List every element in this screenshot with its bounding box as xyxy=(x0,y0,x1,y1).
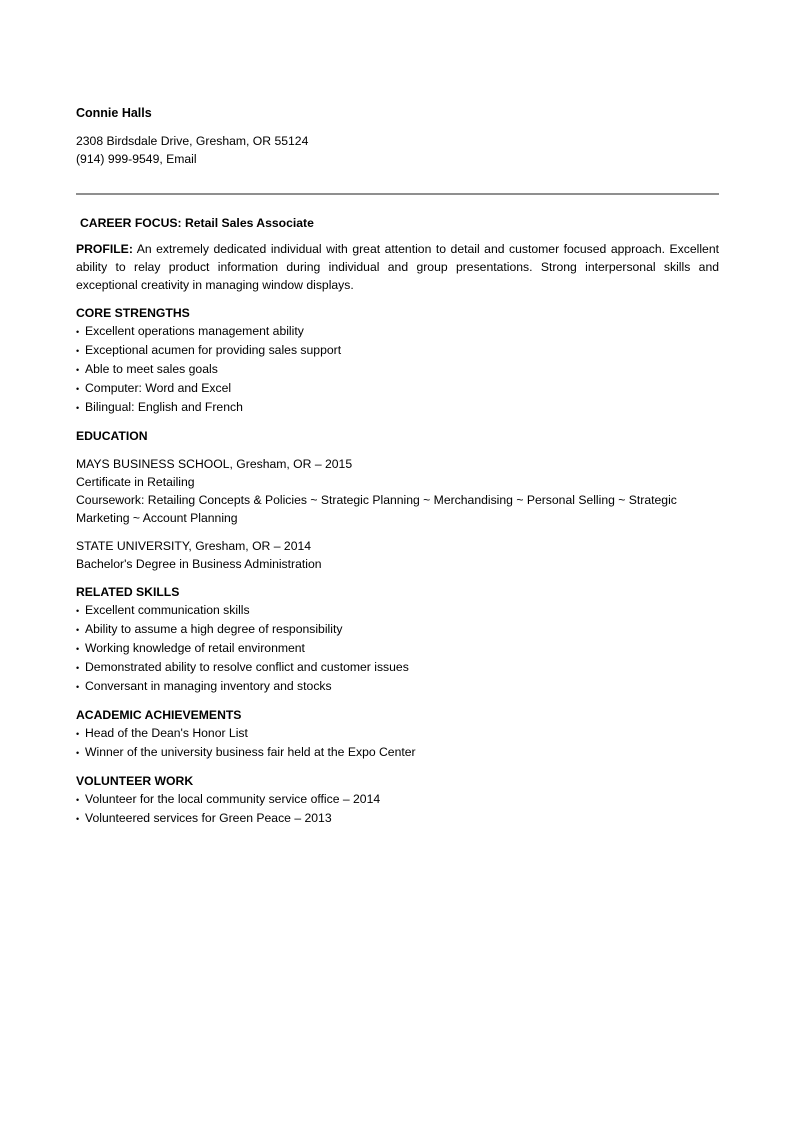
list-item: • Demonstrated ability to resolve conflict and customer issues xyxy=(76,658,719,677)
academic-achievements-list xyxy=(76,724,719,762)
degree-line: Bachelor's Degree in Business Administration xyxy=(76,557,322,571)
list-item: • Able to meet sales goals xyxy=(76,360,719,379)
section-heading: VOLUNTEER WORK xyxy=(76,774,194,788)
related-skills-section xyxy=(76,583,719,696)
list-item: • Volunteer for the local community service office – 2014 xyxy=(76,790,719,809)
core-strengths-list xyxy=(76,322,719,417)
list-item: • Working knowledge of retail environment xyxy=(76,639,719,658)
resume-body xyxy=(76,214,719,838)
list-item: • Volunteered services for Green Peace – 2013 xyxy=(76,809,719,828)
section-heading: CORE STRENGTHS xyxy=(76,306,190,320)
resume-header xyxy=(76,104,719,168)
contact-line: (914) 999-9549, Email xyxy=(76,152,197,166)
section-heading: ACADEMIC ACHIEVEMENTS xyxy=(76,708,242,722)
list-item: • Excellent communication skills xyxy=(76,601,719,620)
list-item: • Bilingual: English and French xyxy=(76,398,719,417)
list-item: • Computer: Word and Excel xyxy=(76,379,719,398)
volunteer-work-section xyxy=(76,772,719,828)
education-entry xyxy=(76,455,719,527)
header-divider xyxy=(76,193,719,195)
list-item: • Exceptional acumen for providing sales support xyxy=(76,341,719,360)
education-entry xyxy=(76,537,719,573)
list-item: • Ability to assume a high degree of responsibility xyxy=(76,620,719,639)
school-line: STATE UNIVERSITY, Gresham, OR – 2014 xyxy=(76,539,312,553)
volunteer-work-list xyxy=(76,790,719,828)
applicant-name: Connie Halls xyxy=(76,106,152,120)
address-line: 2308 Birdsdale Drive, Gresham, OR 55124 xyxy=(76,134,309,148)
related-skills-list xyxy=(76,601,719,696)
section-heading: EDUCATION xyxy=(76,429,148,443)
profile-label: PROFILE: xyxy=(76,242,133,256)
school-line: MAYS BUSINESS SCHOOL, Gresham, OR – 2015 xyxy=(76,457,353,471)
list-item: • Excellent operations management ability xyxy=(76,322,719,341)
degree-line: Certificate in Retailing xyxy=(76,475,195,489)
education-section xyxy=(76,427,719,573)
profile-paragraph xyxy=(76,240,719,294)
academic-achievements-section xyxy=(76,706,719,762)
list-item: • Winner of the university business fair held at the Expo Center xyxy=(76,743,719,762)
list-item: • Conversant in managing inventory and stocks xyxy=(76,677,719,696)
career-focus: CAREER FOCUS: Retail Sales Associate xyxy=(80,216,314,230)
section-heading: RELATED SKILLS xyxy=(76,585,180,599)
coursework-line: Coursework: Retailing Concepts & Policies ~ Strategic Planning ~ Merchandising ~ Personal Selling ~ Strategic Marketing ~ Account Planning xyxy=(76,493,677,525)
core-strengths-section xyxy=(76,304,719,417)
list-item: • Head of the Dean's Honor List xyxy=(76,724,719,743)
profile-text: An extremely dedicated individual with great attention to detail and customer focused approach. Excellent ability to relay product information during individual and group presentations. Strong interpersonal skills and exceptional creativity in managing window displays. xyxy=(76,242,720,292)
